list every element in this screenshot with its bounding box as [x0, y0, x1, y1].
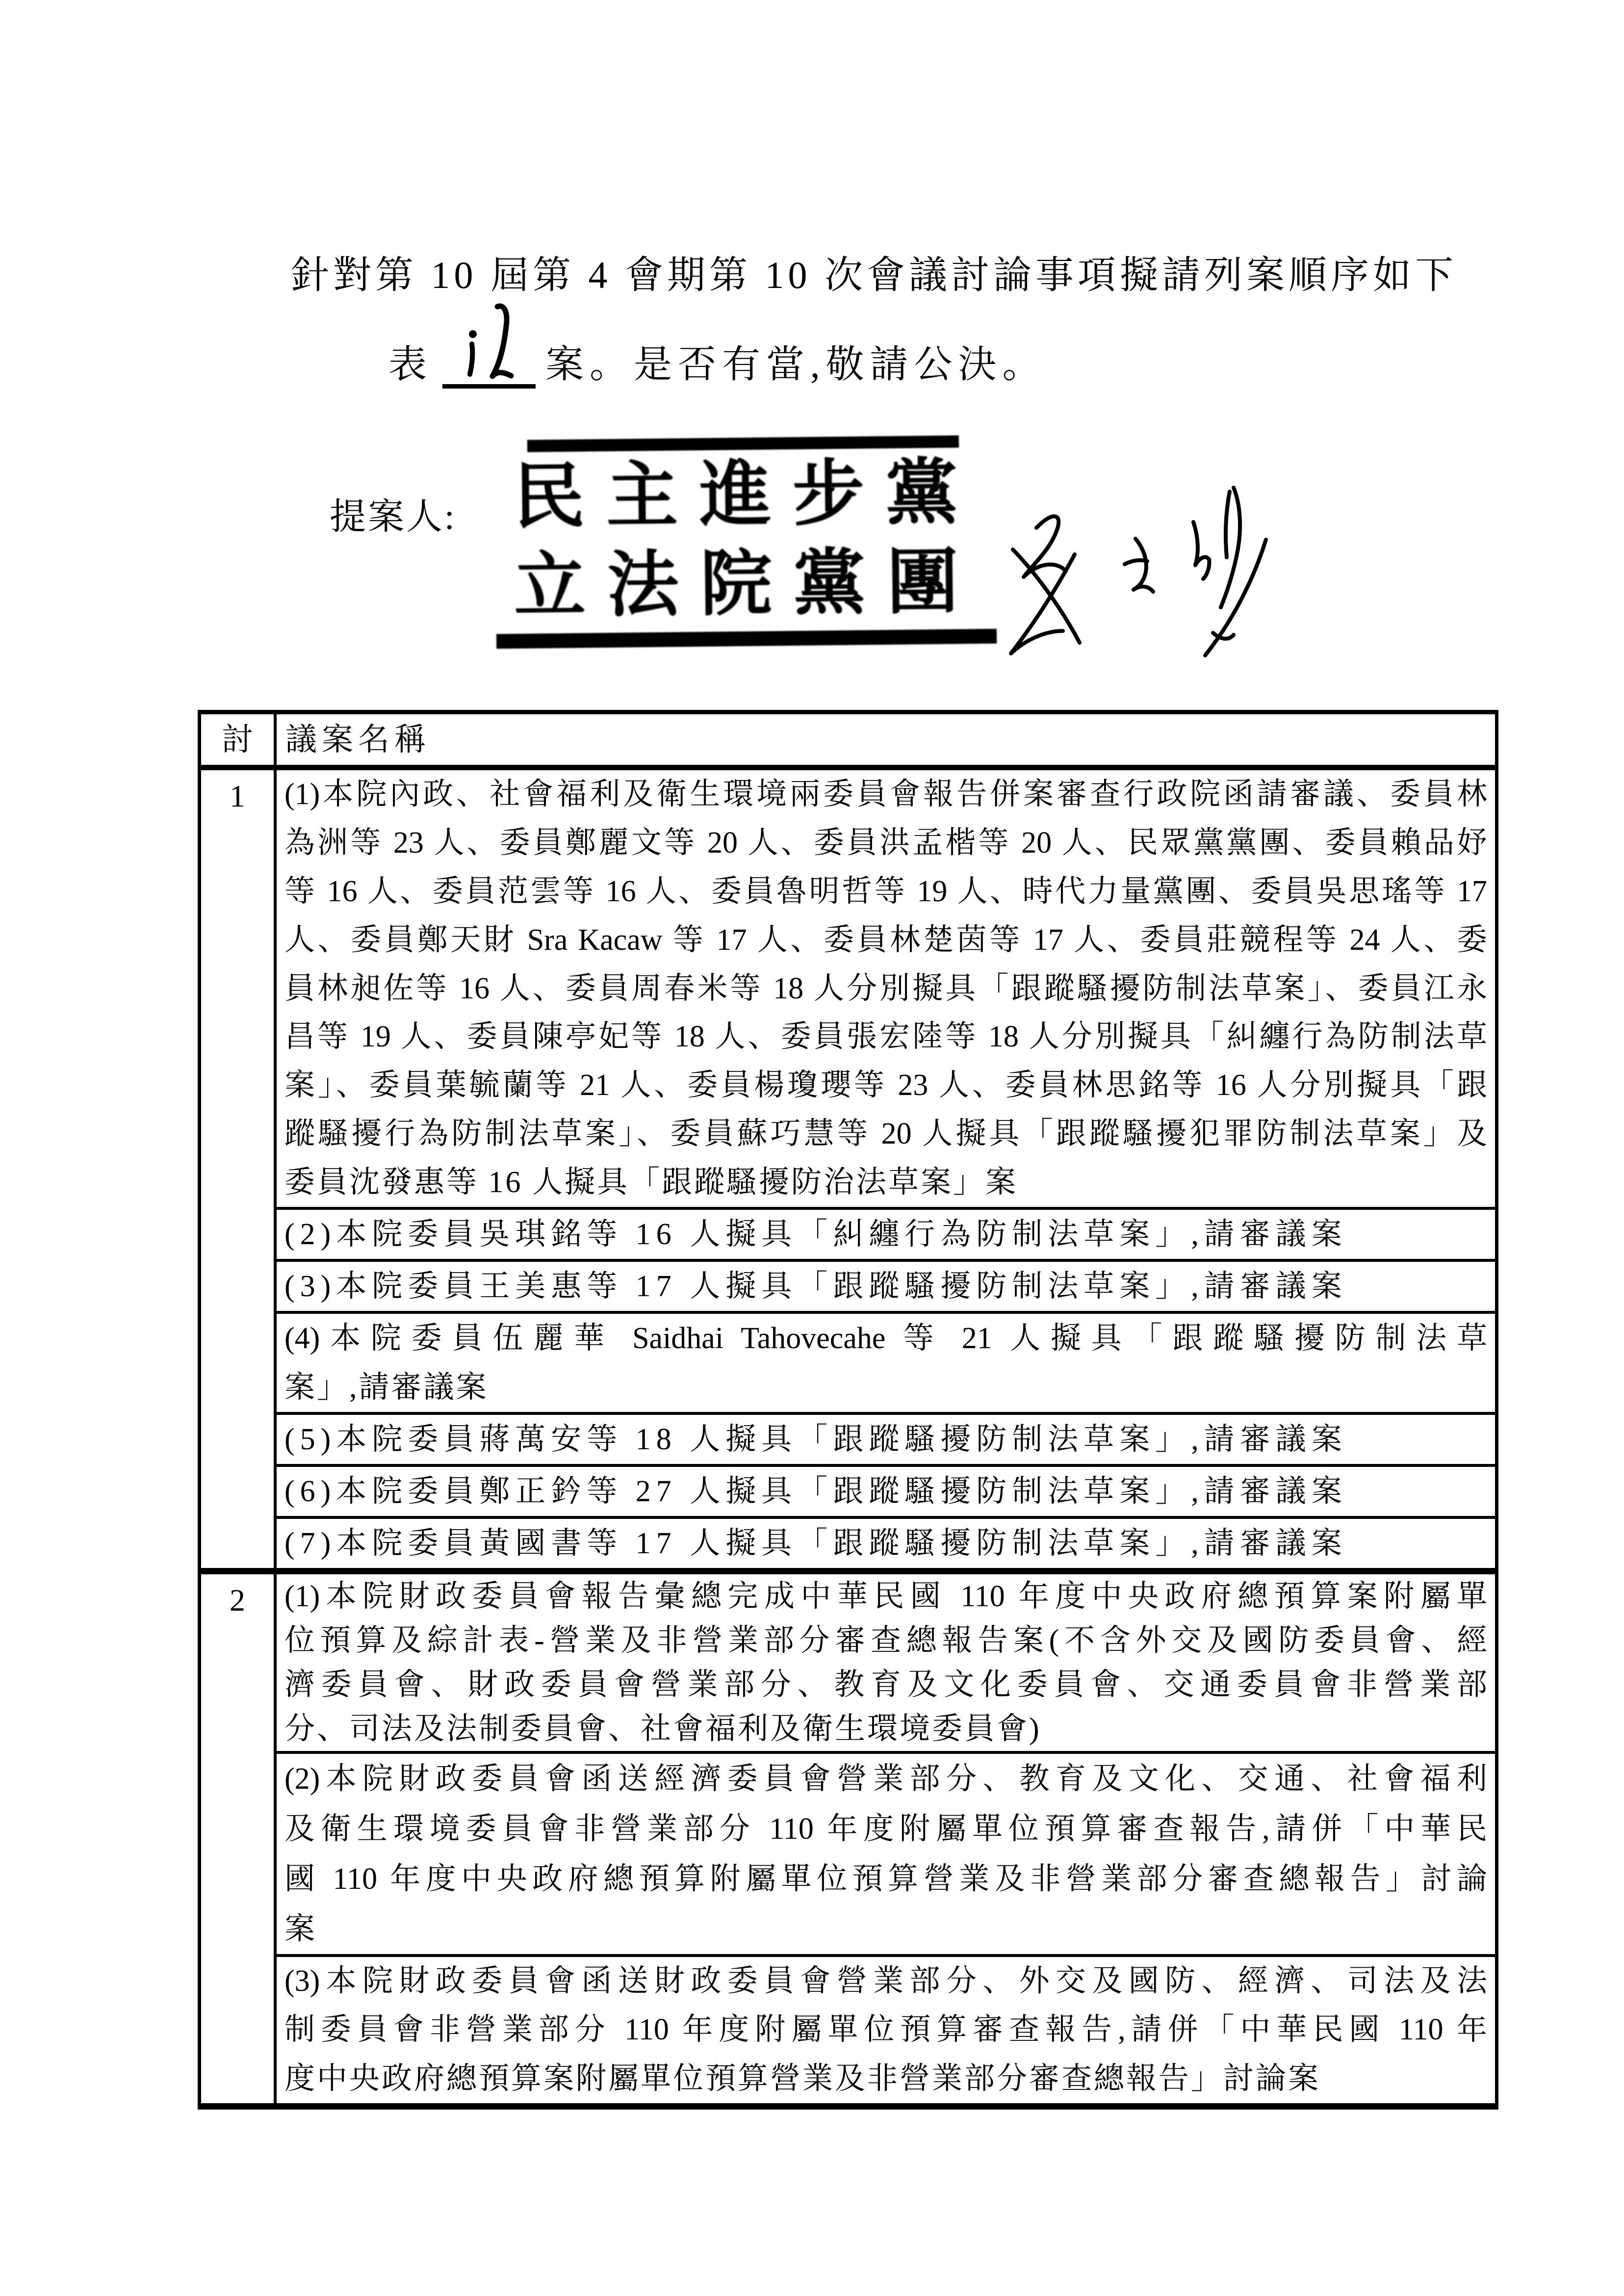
agenda-text-line: (1)本院內政、社會福利及衛生環境兩委員會報告併案審查行政院函請審議、委員林	[284, 778, 1487, 811]
proposer-label: 提案人:	[330, 497, 457, 537]
agenda-table-body	[201, 770, 1495, 2103]
agenda-table-header-seq: 討	[201, 714, 277, 765]
agenda-table-header-row	[201, 714, 1495, 770]
agenda-text-line: 員林昶佐等 16 人、委員周春米等 18 人分別擬具「跟蹤騷擾防制法草案」、委員江永	[284, 971, 1487, 1005]
agenda-text-line: 蹤騷擾行為防制法草案」、委員蘇巧慧等 20 人擬具「跟蹤騷擾犯罪防制法草案」及	[284, 1117, 1487, 1151]
agenda-item-number: 1	[201, 770, 277, 1568]
agenda-entry	[277, 1574, 1495, 1751]
agenda-text-line: 國 110 年度中央政府總預算附屬單位預算營業及非營業部分審查總報告」討論	[284, 1862, 1487, 1896]
agenda-text-line: 昌等 19 人、委員陳亭妃等 18 人、委員張宏陸等 18 人分別擬具「糾纏行為防制法草	[284, 1020, 1487, 1054]
agenda-entry	[277, 770, 1495, 1207]
agenda-item-block-1	[201, 770, 1495, 1568]
agenda-text-line: (3)本院委員王美惠等 17 人擬具「跟蹤騷擾防制法草案」,請審議案	[284, 1270, 1347, 1303]
agenda-item-number: 2	[201, 1574, 277, 2103]
proposer-signature	[979, 481, 1283, 677]
agenda-text-line: (2)本院委員吳琪銘等 16 人擬具「糾纏行為防制法草案」,請審議案	[284, 1218, 1347, 1251]
stamp-bottom-border	[496, 629, 997, 649]
agenda-text-line: 人、委員鄭天財 Sra Kacaw 等 17 人、委員林楚茵等 17 人、委員莊競程等 24 人、委	[284, 923, 1487, 957]
agenda-text-line: (4)本院委員伍麗華 Saidhai Tahovecahe 等 21 人擬具「跟蹤騷擾防制法草	[284, 1322, 1487, 1355]
agenda-item-entries	[277, 770, 1495, 1568]
agenda-entry	[277, 1259, 1495, 1311]
handwritten-stroke-2	[492, 306, 511, 376]
agenda-table	[198, 710, 1498, 2110]
agenda-text-line: 委員沈發惠等 16 人擬具「跟蹤騷擾防治法草案」案	[284, 1166, 1018, 1200]
agenda-text-line: 為洲等 23 人、委員鄭麗文等 20 人、委員洪孟楷等 20 人、民眾黨黨團、委員賴品妤	[284, 826, 1487, 860]
handwritten-number-strokes	[442, 296, 536, 389]
agenda-text-line: (3)本院財政委員會函送財政委員會營業部分、外交及國防、經濟、司法及法	[284, 1964, 1487, 1998]
agenda-text-line: 制委員會非營業部分 110 年度附屬單位預算審查報告,請併「中華民國 110 年	[284, 2013, 1487, 2047]
agenda-text-line: 案」、委員葉毓蘭等 21 人、委員楊瓊瓔等 23 人、委員林思銘等 16 人分別擬具「跟	[284, 1069, 1487, 1102]
agenda-text-line: (1)本院財政委員會報告彙總完成中華民國 110 年度中央政府總預算案附屬單	[284, 1580, 1487, 1613]
agenda-text-line: 分、司法及法制委員會、社會福利及衛生環境委員會)	[284, 1712, 1041, 1746]
party-caucus-stamp	[490, 435, 1003, 649]
page-title-line-1: 針對第 10 屆第 4 會期第 10 次會議討論事項擬請列案順序如下	[291, 254, 1458, 296]
handwritten-case-count-blank	[442, 335, 536, 389]
agenda-text-line: (7)本院委員黃國書等 17 人擬具「跟蹤騷擾防制法草案」,請審議案	[284, 1527, 1347, 1560]
handwritten-dot	[469, 330, 477, 338]
agenda-entry	[277, 1412, 1495, 1464]
agenda-entry	[277, 1464, 1495, 1516]
title-line2-prefix: 表	[388, 343, 433, 386]
agenda-item-block-2	[201, 1568, 1495, 2103]
agenda-text-line: 等 16 人、委員范雲等 16 人、委員魯明哲等 19 人、時代力量黨團、委員吳思瑤等 17	[284, 874, 1487, 908]
agenda-entry	[277, 1207, 1495, 1259]
agenda-text-line: 度中央政府總預算案附屬單位預算營業及非營業部分審查總報告」討論案	[284, 2061, 1321, 2095]
agenda-entry	[277, 1516, 1495, 1568]
agenda-item-entries	[277, 1574, 1495, 2103]
title-line2-suffix: 案。是否有當,敬請公決。	[545, 343, 1047, 386]
agenda-entry	[277, 1751, 1495, 1954]
page-title-line-2	[388, 325, 1047, 389]
handwritten-stroke-1	[470, 344, 472, 374]
agenda-text-line: 濟委員會、財政委員會營業部分、教育及文化委員會、交通委員會非營業部	[284, 1668, 1487, 1701]
agenda-text-line: 案	[284, 1912, 317, 1946]
agenda-entry	[277, 1311, 1495, 1412]
agenda-text-line: 及衛生環境委員會非營業部分 110 年度附屬單位預算審查報告,請併「中華民	[284, 1812, 1487, 1846]
agenda-text-line: 案」,請審議案	[284, 1371, 489, 1404]
agenda-entry	[277, 1954, 1495, 2103]
agenda-text-line: (6)本院委員鄭正鈐等 27 人擬具「跟蹤騷擾防制法草案」,請審議案	[284, 1475, 1347, 1508]
agenda-text-line: (2)本院財政委員會函送經濟委員會營業部分、教育及文化、交通、社會福利	[284, 1762, 1487, 1796]
agenda-table-header-name: 議案名稱	[285, 722, 431, 757]
stamp-line-1: 民主進步黨	[513, 452, 980, 537]
stamp-line-2: 立法院黨團	[514, 541, 980, 626]
agenda-text-line: (5)本院委員蔣萬安等 18 人擬具「跟蹤騷擾防制法草案」,請審議案	[284, 1423, 1347, 1456]
agenda-text-line: 位預算及綜計表-營業及非營業部分審查總報告案(不含外交及國防委員會、經	[284, 1624, 1487, 1657]
